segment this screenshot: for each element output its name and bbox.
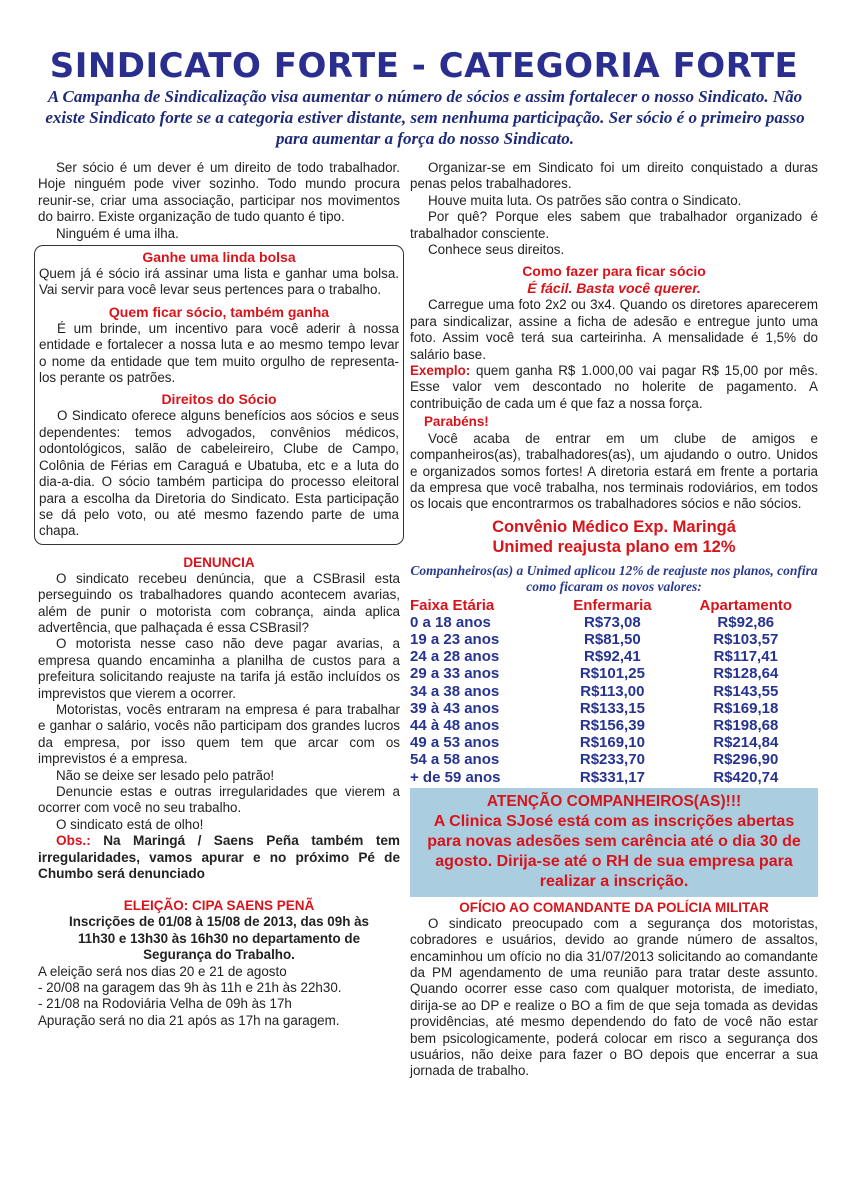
apartamento-price-cell: R$420,74 [713,768,779,786]
table-row [410,769,818,786]
apartamento-price-cell: R$117,41 [713,648,778,666]
age-range-cell: 54 a 58 anos [410,751,500,769]
bolsa-heading: Ganhe uma linda bolsa [142,249,296,266]
age-range-cell: + de 59 anos [410,768,501,786]
intro-paragraph-2: Ninguém é uma ilha. [56,225,179,241]
enfermaria-price-cell: R$81,50 [584,630,641,648]
apartamento-price-cell: R$128,64 [713,665,779,683]
intro-text: A Campanha de Sindicalização visa aumentar o número de sócios e assim fortalecer o nosso Sindicato. Não existe Sindicato forte se a categoria estiver distante, sem nenhuma participação. Ser sócio é o primeiro passo para aumentar a força do nosso Sindicato. [45,87,805,148]
enfermaria-price-cell: R$156,39 [579,716,645,734]
age-range-cell: 19 a 23 anos [410,630,500,648]
enfermaria-price-cell: R$73,08 [584,613,641,631]
age-range-cell: 0 a 18 anos [410,613,491,631]
right-column [410,160,818,1080]
denuncia-paragraph: Denuncie estas e outras irregularidades que vierem a ocorrer com você no seu trabalho. [38,784,400,816]
obs-label: Obs.: [56,833,91,849]
table-row [410,700,818,717]
alert-heading: ATENÇÃO COMPANHEIROS(AS)!!! [486,792,742,810]
age-range-cell: 34 a 38 anos [410,682,500,700]
apartamento-price-cell: R$296,90 [713,751,779,769]
apartamento-price-cell: R$214,84 [713,734,779,752]
eleicao-heading: ELEIÇÃO: CIPA SAENS PENÃ [123,898,315,914]
enfermaria-price-cell: R$113,00 [580,682,645,700]
column-header: Apartamento [699,596,793,614]
age-range-cell: 49 a 53 anos [410,734,500,752]
oficio-heading: OFÍCIO AO COMANDANTE DA POLÍCIA MILITAR [459,899,769,915]
table-row [410,631,818,648]
page-title: SINDICATO FORTE - CATEGORIA FORTE [49,46,799,86]
ganha-text: É um brinde, um incentivo para você aderir à nossa entidade e fortalecer a nossa luta e ao mesmo tempo levar o nome da entidade que tem muito orgulho de representa-los perante os patrões. [39,320,399,386]
obs-text: Na Maringá / Saens Peña também tem irregularidades, vamos apurar e no próximo Pé de Chumbo será denunciado [38,833,400,882]
price-table [410,597,818,786]
table-row [410,665,818,682]
como-heading: Como fazer para ficar sócio [522,263,706,280]
table-row [410,717,818,734]
enfermaria-price-cell: R$331,17 [579,768,645,786]
bolsa-text: Quem já é sócio irá assinar uma lista e ganhar uma bolsa. Vai servir para você levar seus pertences para o trabalho. [39,266,399,298]
eleicao-line: - 21/08 na Rodoviária Velha de 09h às 17h [38,996,292,1012]
table-row [410,751,818,768]
denuncia-paragraph: O motorista nesse caso não deve pagar avarias, a empresa quando encaminha a planilha de custos para a prefeitura solicitando reajuste na tarifa já estão incluídos os imprevistos que vierem a ocorrer. [38,636,400,701]
enfermaria-price-cell: R$133,15 [579,699,645,717]
exemplo-label: Exemplo: [410,363,471,379]
price-table-header [410,597,818,614]
unimed-heading: Unimed reajusta plano em 12% [492,537,736,556]
column-header: Enfermaria [573,596,652,614]
direitos-text: O Sindicato oferece alguns benefícios aos sócios e seus dependentes: temos advogados, convênios médicos, odontológicos, salão de cabeleireiro, Clube de Campo, Colônia de Férias em Caraguá e Ubatuba, etc e a luta do dia-a-dia. O sócio também participa do processo eleitoral para a escolha da Diretoria do Sindicato. Esta participação se dá pelo voto, ou até mesmo fazendo parte de uma chapa. [39,408,399,539]
exemplo-text: quem ganha R$ 1.000,00 vai pagar R$ 15,00 por mês. Esse valor vem descontado no holerite de pagamento. A contribuição de cada um é que faz a nossa força. [410,363,818,411]
enfermaria-price-cell: R$169,10 [579,734,645,752]
eleicao-line: Apuração será no dia 21 após as 17h na garagem. [38,1012,340,1028]
oficio-text: O sindicato preocupado com a segurança dos motoristas, cobradores e usuários, devido ao grande número de assaltos, encaminhou um ofício no dia 31/07/2013 solicitando ao comandante da PM agendamento de uma reunião para tratar deste assunto. Quando ocorrer esse caso com qualquer motorista, de imediato, dirija-se ao DP e realize o BO a fim de que seja tomada as devidas providências, até mesmo dependendo do fato de você não estar bem psicologicamente, poderá colocar em risco a segurança dos usuários, não deixe para fazer o BO depois que encerrar a sua jornada de trabalho. [410,915,818,1079]
como-text: Carregue uma foto 2x2 ou 3x4. Quando os diretores aparecerem para sindicalizar, assine a ficha de adesão e entregue junto uma foto. Assim você terá sua carteirinha. A mensalidade é 1,5% do salário base. [410,297,818,362]
union-paragraph: Houve muita luta. Os patrões são contra o Sindicato. [428,192,742,208]
denuncia-paragraph: Não se deixe ser lesado pelo patrão! [56,767,275,783]
parabens-text: Você acaba de entrar em um clube de amigos e companheiros(as), trabalhadores(as), um ajudando o outro. Unidos e organizados somos fortes! A diretoria estará em frente a portaria da empresa que você trabalha, nos terminais rodoviários, em todos os locais que encontrarmos os trabalhadores sócios e não sócios. [410,430,818,512]
eleicao-line: A eleição será nos dias 20 e 21 de agosto [38,963,287,979]
union-paragraph: Conhece seus direitos. [428,242,565,258]
eleicao-line: - 20/08 na garagem das 9h às 11h e 21h às 22h30. [38,980,342,996]
convenio-heading: Convênio Médico Exp. Maringá [492,517,736,536]
table-row [410,683,818,700]
apartamento-price-cell: R$143,55 [713,682,779,700]
union-paragraph: Por quê? Porque eles sabem que trabalhador organizado é trabalhador consciente. [410,209,818,241]
enfermaria-price-cell: R$101,25 [579,665,645,683]
apartamento-price-cell: R$103,57 [713,630,779,648]
union-paragraph: Organizar-se em Sindicato foi um direito conquistado a duras penas pelos trabalhadores. [410,160,818,192]
ganha-heading: Quem ficar sócio, também ganha [108,303,330,320]
denuncia-paragraph: O sindicato está de olho! [56,816,204,832]
alert-box [410,788,818,897]
apartamento-price-cell: R$169,18 [713,699,779,717]
table-row [410,648,818,665]
alert-text: A Clinica SJosé está com as inscrições abertas para novas adesões sem carência até o dia 30 de agosto. Dirija-se até o RH de sua empresa para realizar a inscrição. [427,812,801,890]
table-row [410,614,818,631]
denuncia-paragraph: Motoristas, vocês entraram na empresa é para trabalhar e ganhar o salário, vocês não participam dos grandes lucros da empresa, por isso quem tem que arcar com os imprevistos é a empresa. [38,701,400,767]
intro-paragraph: Ser sócio é um dever é um direito de todo trabalhador. Hoje ninguém pode viver sozinho. Todo mundo procura reunir-se, criar uma associação, participar nos movimentos do bairro. Existe organização de tudo quanto é tipo. [38,160,400,225]
left-column [38,160,400,1029]
apartamento-price-cell: R$198,68 [713,716,779,734]
column-header: Faixa Etária [410,596,495,614]
denuncia-paragraph: O sindicato recebeu denúncia, que a CSBrasil esta perseguindo os trabalhadores quando acontecem avarias, além de punir o motorista com cobrança, ainda aplica advertência, que palhaçada é essa CSBrasil? [38,570,400,635]
direitos-heading: Direitos do Sócio [161,391,277,408]
benefits-box [34,245,404,545]
unimed-subtitle: Companheiros(as) a Unimed aplicou 12% de reajuste nos planos, confira como ficaram os novos valores: [410,562,818,594]
como-subheading: É fácil. Basta você querer. [527,280,701,297]
age-range-cell: 39 à 43 anos [410,699,500,717]
age-range-cell: 44 à 48 anos [410,716,500,734]
table-row [410,734,818,751]
exemplo-paragraph [410,363,818,412]
enfermaria-price-cell: R$92,41 [584,648,641,666]
obs-paragraph [38,833,400,882]
parabens-heading: Parabéns! [424,414,489,430]
enfermaria-price-cell: R$233,70 [579,751,645,769]
age-range-cell: 29 a 33 anos [410,665,500,683]
denuncia-heading: DENUNCIA [183,554,255,570]
age-range-cell: 24 a 28 anos [410,648,500,666]
apartamento-price-cell: R$92,86 [717,613,775,631]
eleicao-schedule: Inscrições de 01/08 à 15/08 de 2013, das 09h às 11h30 e 13h30 às 16h30 no departamento de Segurança do Trabalho. [68,914,369,963]
